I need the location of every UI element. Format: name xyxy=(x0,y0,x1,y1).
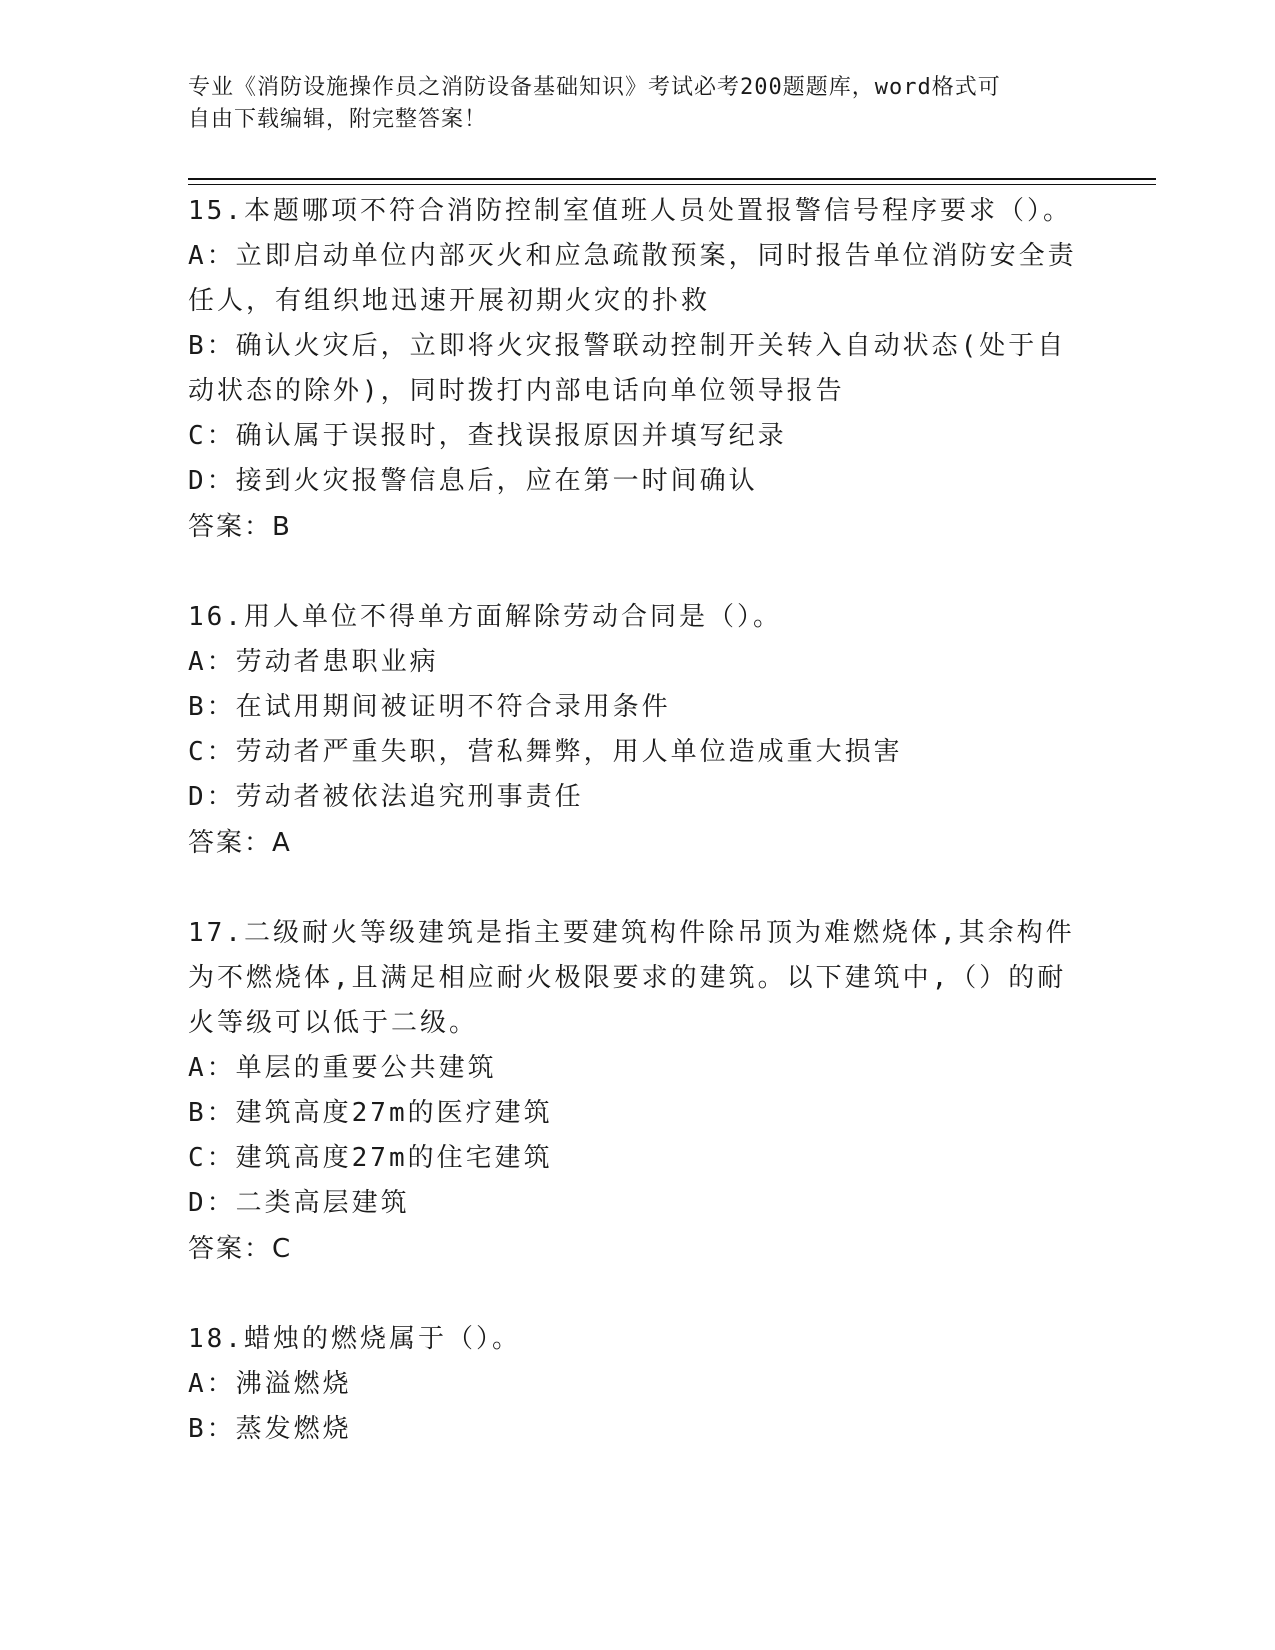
question-15 xyxy=(188,189,1088,550)
option-a: A：沸溢燃烧 xyxy=(188,1369,352,1399)
option-b: B：蒸发燃烧 xyxy=(188,1414,352,1444)
option-d: D：二类高层建筑 xyxy=(188,1188,410,1218)
option-d: D：接到火灾报警信息后，应在第一时间确认 xyxy=(188,466,758,496)
question-stem: 15.本题哪项不符合消防控制室值班人员处置报警信号程序要求（）。 xyxy=(188,196,1072,226)
option-c: C：确认属于误报时，查找误报原因并填写纪录 xyxy=(188,421,787,451)
question-17 xyxy=(188,911,1088,1272)
question-stem: 18.蜡烛的燃烧属于（）。 xyxy=(188,1324,521,1354)
header-divider-thin xyxy=(188,184,1156,185)
option-b-continued: 动状态的除外)，同时拨打内部电话向单位领导报告 xyxy=(188,376,845,406)
option-b: B：确认火灾后，立即将火灾报警联动控制开关转入自动状态(处于自 xyxy=(188,331,1067,361)
question-stem: 17.二级耐火等级建筑是指主要建筑构件除吊顶为难燃烧体,其余构件 xyxy=(188,918,1075,948)
header-line-1: 专业《消防设施操作员之消防设备基础知识》考试必考200题题库，word格式可 xyxy=(188,75,1001,100)
question-16 xyxy=(188,595,1088,866)
option-c: C：劳动者严重失职，营私舞弊，用人单位造成重大损害 xyxy=(188,737,903,767)
option-d: D：劳动者被依法追究刑事责任 xyxy=(188,782,584,812)
question-stem: 16.用人单位不得单方面解除劳动合同是（）。 xyxy=(188,602,782,632)
option-b: B：建筑高度27m的医疗建筑 xyxy=(188,1098,553,1128)
option-a: A：劳动者患职业病 xyxy=(188,647,439,677)
option-a: A：单层的重要公共建筑 xyxy=(188,1053,497,1083)
question-18 xyxy=(188,1317,1088,1452)
header-line-2: 自由下载编辑，附完整答案！ xyxy=(188,107,488,132)
question-stem-continued: 为不燃烧体,且满足相应耐火极限要求的建筑。以下建筑中,（）的耐 xyxy=(188,963,1067,993)
option-c: C：建筑高度27m的住宅建筑 xyxy=(188,1143,553,1173)
answer: 答案：B xyxy=(188,512,292,542)
option-b: B：在试用期间被证明不符合录用条件 xyxy=(188,692,671,722)
option-a-continued: 任人，有组织地迅速开展初期火灾的扑救 xyxy=(188,286,711,316)
answer: 答案：A xyxy=(188,828,292,858)
header-divider-thick xyxy=(188,178,1156,180)
answer: 答案：C xyxy=(188,1234,293,1264)
question-list xyxy=(188,189,1088,1452)
option-a: A：立即启动单位内部灭火和应急疏散预案，同时报告单位消防安全责 xyxy=(188,241,1077,271)
question-stem-continued: 火等级可以低于二级。 xyxy=(188,1008,479,1038)
document-header xyxy=(188,72,1088,136)
